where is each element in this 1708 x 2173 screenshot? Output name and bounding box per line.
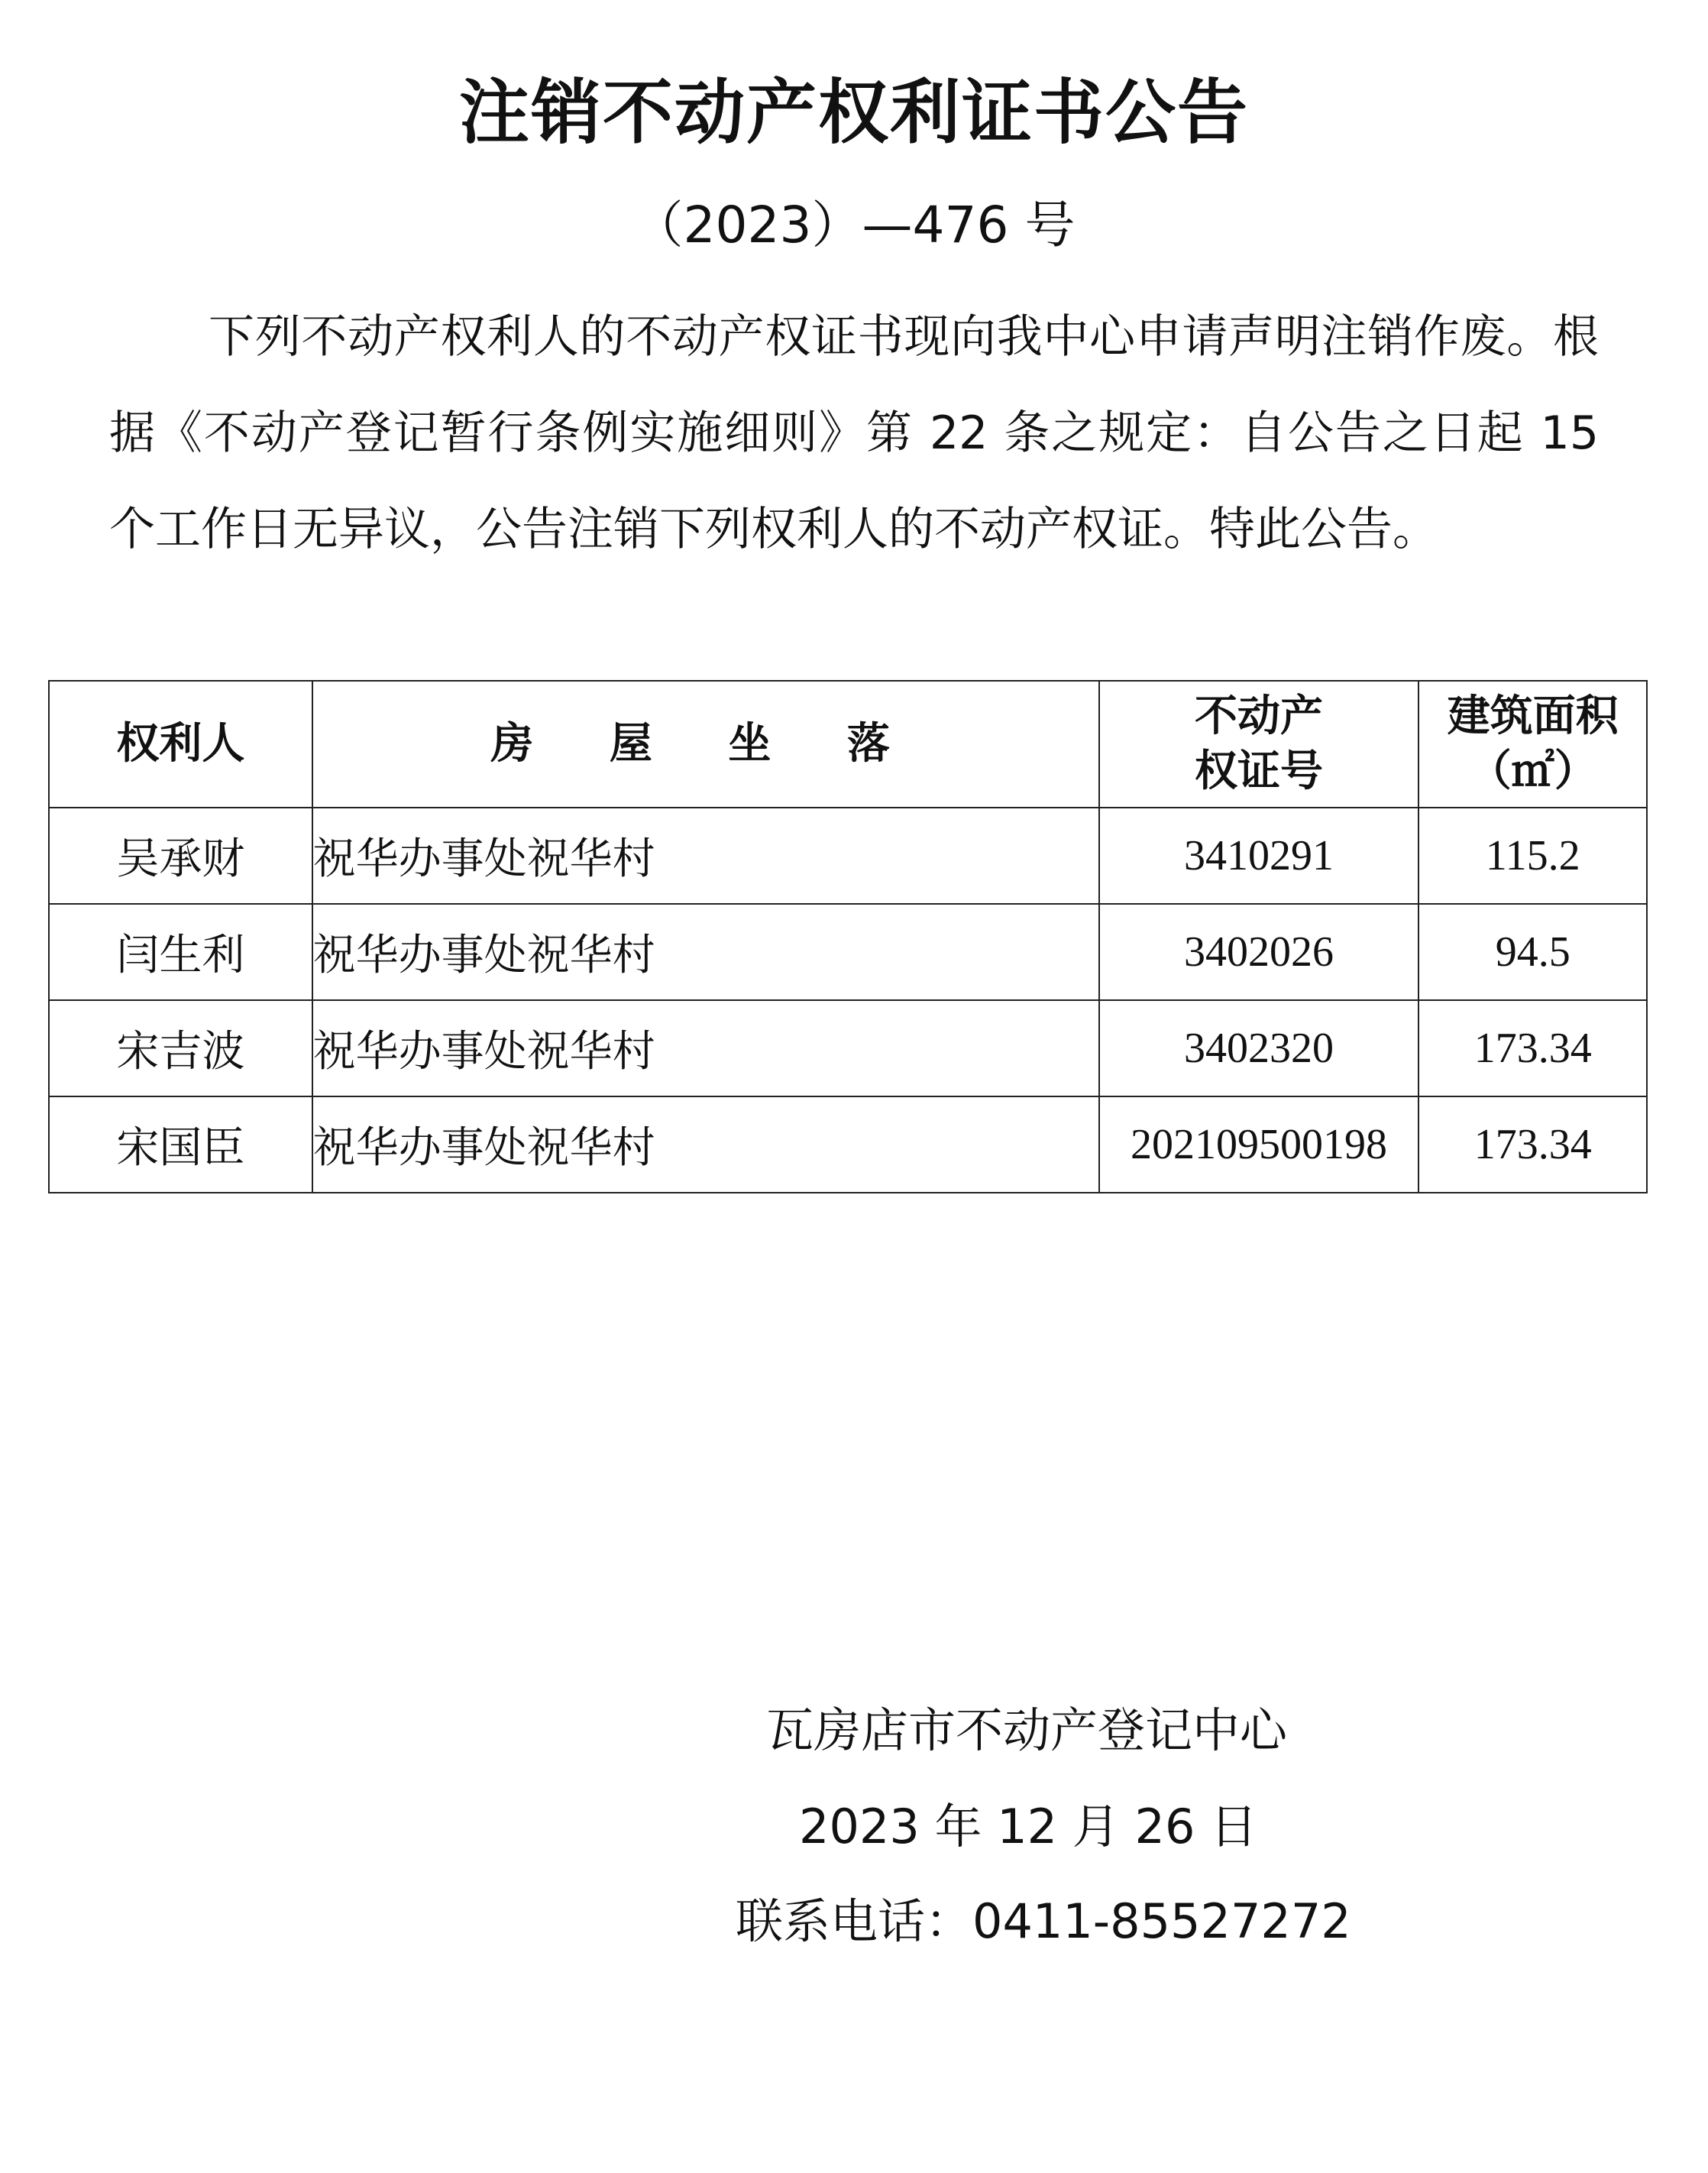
header-cert bbox=[1099, 681, 1419, 808]
notice-title: 注销不动产权利证书公告 bbox=[458, 72, 1249, 154]
area-cell: 115.2 bbox=[1418, 808, 1647, 904]
table-row bbox=[49, 1096, 1647, 1193]
holder-cell: 吴承财 bbox=[49, 808, 312, 904]
holder-cell: 闫生利 bbox=[49, 904, 312, 1000]
header-location: 房 屋 坐 落 bbox=[312, 681, 1099, 808]
contact-phone: 联系电话：0411-85527272 bbox=[736, 1893, 1351, 1949]
header-area-line2: （㎡） bbox=[1468, 746, 1597, 796]
area-cell: 173.34 bbox=[1418, 1000, 1647, 1096]
cert-cell: 3402026 bbox=[1099, 904, 1419, 1000]
table-row bbox=[49, 1000, 1647, 1096]
header-cert-line1: 不动产 bbox=[1195, 691, 1324, 741]
certificate-table bbox=[48, 680, 1648, 1193]
location-cell: 祝华办事处祝华村 bbox=[312, 808, 1099, 904]
header-holder: 权利人 bbox=[49, 681, 312, 808]
holder-cell: 宋吉波 bbox=[49, 1000, 312, 1096]
location-cell: 祝华办事处祝华村 bbox=[312, 904, 1099, 1000]
location-cell: 祝华办事处祝华村 bbox=[312, 1000, 1099, 1096]
table-row bbox=[49, 808, 1647, 904]
header-area bbox=[1418, 681, 1647, 808]
issue-date: 2023 年 12 月 26 日 bbox=[799, 1799, 1258, 1854]
cert-cell: 202109500198 bbox=[1099, 1096, 1419, 1193]
header-area-line1: 建筑面积 bbox=[1447, 691, 1619, 741]
header-cert-line2: 权证号 bbox=[1195, 746, 1324, 796]
cert-cell: 3410291 bbox=[1099, 808, 1419, 904]
holder-cell: 宋国臣 bbox=[49, 1096, 312, 1193]
notice-number: （2023）—476 号 bbox=[632, 196, 1076, 254]
location-cell: 祝华办事处祝华村 bbox=[312, 1096, 1099, 1193]
issuing-organization: 瓦房店市不动产登记中心 bbox=[766, 1702, 1288, 1758]
cert-cell: 3402320 bbox=[1099, 1000, 1419, 1096]
table-header-row bbox=[49, 681, 1647, 808]
table-row bbox=[49, 904, 1647, 1000]
notice-body: 下列不动产权利人的不动产权证书现向我中心申请声明注销作废。根据《不动产登记暂行条例实施细则》第 22 条之规定：自公告之日起 15 个工作日无异议，公告注销下列权利人的不动产权证。特此公告。 bbox=[109, 310, 1599, 556]
area-cell: 173.34 bbox=[1418, 1096, 1647, 1193]
area-cell: 94.5 bbox=[1418, 904, 1647, 1000]
